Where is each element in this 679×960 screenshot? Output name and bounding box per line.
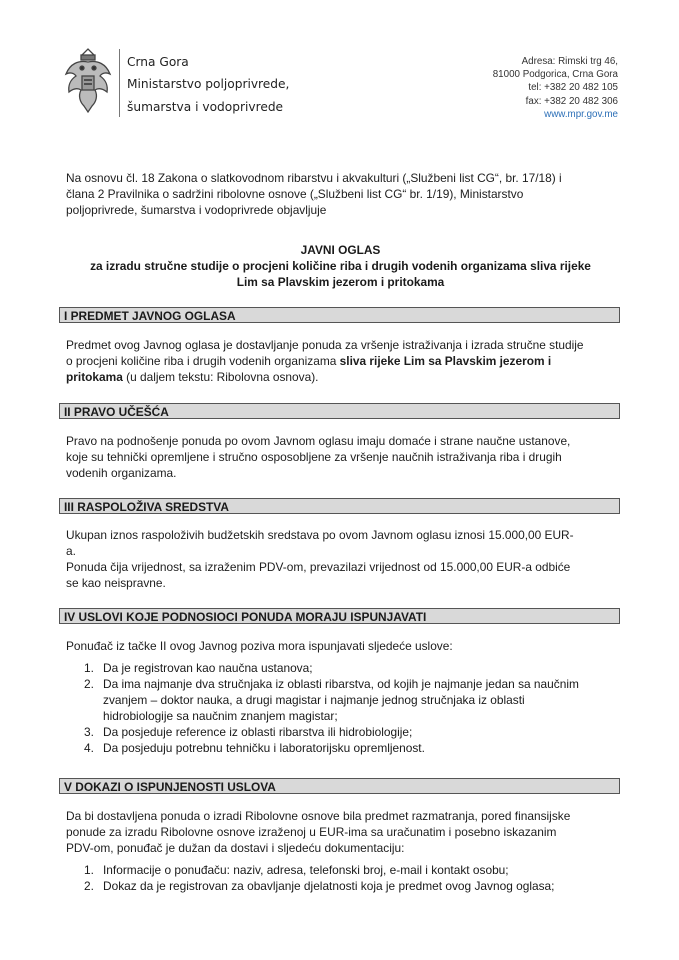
contact-city: 81000 Podgorica, Crna Gora — [492, 69, 618, 81]
s1-line-1: Predmet ovog Javnog oglasa je dostavljanje ponuda za vršenje istraživanja i izrada stručne studije — [66, 338, 584, 352]
list-text-line: hidrobiologije sa naučnim znanjem magistar; — [103, 708, 338, 723]
title-line-1: JAVNI OGLAS — [300, 243, 381, 257]
s1-line-2a: o procjeni količine riba i drugih vodenih organizama — [66, 353, 340, 368]
montenegro-coat-of-arms-icon — [62, 46, 114, 114]
title-line-3: Lim sa Plavskim jezerom i pritokama — [236, 274, 445, 289]
intro-line-2: člana 2 Pravilnika o sadržini ribolovne osnove („Službeni list CG“ br. 1/19), Ministarstvo — [66, 186, 524, 201]
s5-line-1: Da bi dostavljena ponuda o izradi Ribolovne osnove bila predmet razmatranja, pored finansijske — [66, 809, 571, 823]
s3-line-2: a. — [66, 543, 76, 558]
intro-line-3: poljoprivrede, šumarstva i vodoprivrede objavljuje — [66, 202, 327, 217]
list-text: Informacije o ponuđaču: naziv, adresa, telefonski broj, e-mail i kontakt osobu; — [103, 863, 509, 877]
website-link[interactable]: www.mpr.gov.me — [544, 108, 618, 120]
header-divider — [119, 49, 120, 117]
s5-line-2: ponude za izradu Ribolovne osnove izraženoj u EUR-ima sa uračunatim i posebno iskazanim — [66, 824, 557, 839]
section-4-intro: Ponuđač iz tačke II ovog Javnog poziva mora ispunjavati sljedeće uslove: — [66, 639, 453, 653]
contact-fax: fax: +382 20 482 306 — [525, 95, 618, 107]
s2-line-3: vodenih organizama. — [66, 465, 177, 480]
list-item — [66, 725, 615, 741]
list-text: Da posjeduje reference iz oblasti ribarstva ili hidrobiologije; — [103, 725, 413, 739]
list-text-line: Da ima najmanje dva stručnjaka iz oblasti ribarstva, od kojih je najmanje jedan sa naučnim — [103, 677, 579, 691]
list-number: 3. — [84, 725, 94, 739]
section-4-heading: IV USLOVI KOJE PODNOSIOCI PONUDA MORAJU ISPUNJAVATI — [59, 608, 620, 624]
contact-tel: tel: +382 20 482 105 — [528, 82, 618, 94]
section-1-body — [66, 338, 615, 386]
list-number: 4. — [84, 741, 94, 755]
list-number: 1. — [84, 863, 94, 877]
list-item — [66, 863, 615, 879]
s3-line-3: Ponuda čija vrijednost, sa izraženim PDV-om, prevazilazi vrijednost od 15.000,00 EUR-a odbiće — [66, 559, 571, 574]
s2-line-2: koje su tehnički opremljene i stručno osposobljene za vršenje naučnih istraživanja riba i drugih — [66, 449, 562, 464]
section-1-heading: I PREDMET JAVNOG OGLASA — [59, 307, 620, 323]
list-text-line: zvanjem – doktor nauka, a drugi magistar i najmanje jednog stručnjaka iz oblasti — [103, 692, 525, 707]
org-country: Crna Gora — [127, 55, 189, 69]
s1-line-2 — [66, 354, 615, 370]
section-5-heading: V DOKAZI O ISPUNJENOSTI USLOVA — [59, 778, 620, 794]
list-text: Dokaz da je registrovan za obavljanje djelatnosti koja je predmet ovog Javnog oglasa; — [103, 879, 555, 893]
s1-line-3b: (u daljem tekstu: Ribolovna osnova). — [122, 369, 319, 384]
title-line-2: za izradu stručne studije o procjeni količine riba i drugih vodenih organizama sliva rijeke — [90, 258, 591, 273]
s2-line-1: Pravo na podnošenje ponuda po ovom Javnom oglasu imaju domaće i strane naučne ustanove, — [66, 434, 571, 448]
s1-line-3a-bold: pritokama — [66, 369, 123, 384]
s3-line-4: se kao neispravne. — [66, 575, 166, 590]
list-item — [66, 741, 615, 757]
section-3-body — [66, 528, 615, 592]
org-ministry: Ministarstvo poljoprivrede, — [127, 77, 290, 91]
intro-line-1: Na osnovu čl. 18 Zakona o slatkovodnom ribarstvu i akvakulturi („Službeni list CG“, br. 17/18) i — [66, 171, 562, 185]
section-2-heading: II PRAVO UČEŠĆA — [59, 403, 620, 419]
intro-paragraph — [66, 171, 615, 219]
section-3-heading: III RASPOLOŽIVA SREDSTVA — [59, 498, 620, 514]
contact-block — [493, 55, 618, 121]
section-5-body — [66, 809, 615, 857]
s3-line-1: Ukupan iznos raspoloživih budžetskih sredstava po ovom Javnom oglasu iznosi 15.000,00 EUR- — [66, 528, 574, 542]
contact-address: Adresa: Rimski trg 46, — [521, 56, 618, 67]
section-2-body — [66, 434, 615, 482]
list-number: 2. — [84, 879, 94, 893]
s1-line-3 — [66, 370, 615, 386]
list-number: 1. — [84, 661, 94, 675]
list-item — [66, 661, 615, 677]
list-text: Da je registrovan kao naučna ustanova; — [103, 661, 313, 675]
list-item — [66, 879, 615, 895]
s5-line-3: PDV-om, ponuđač je dužan da dostavi i sljedeću dokumentaciju: — [66, 840, 405, 855]
list-text — [103, 677, 615, 725]
list-item — [66, 677, 615, 725]
org-ministry-cont: šumarstva i vodoprivrede — [127, 100, 284, 114]
list-text: Da posjeduju potrebnu tehničku i laboratorijsku opremljenost. — [103, 741, 425, 755]
s1-line-2b-bold: sliva rijeke Lim sa Plavskim jezerom i — [339, 353, 552, 368]
document-title — [66, 243, 615, 291]
list-number: 2. — [84, 677, 94, 691]
